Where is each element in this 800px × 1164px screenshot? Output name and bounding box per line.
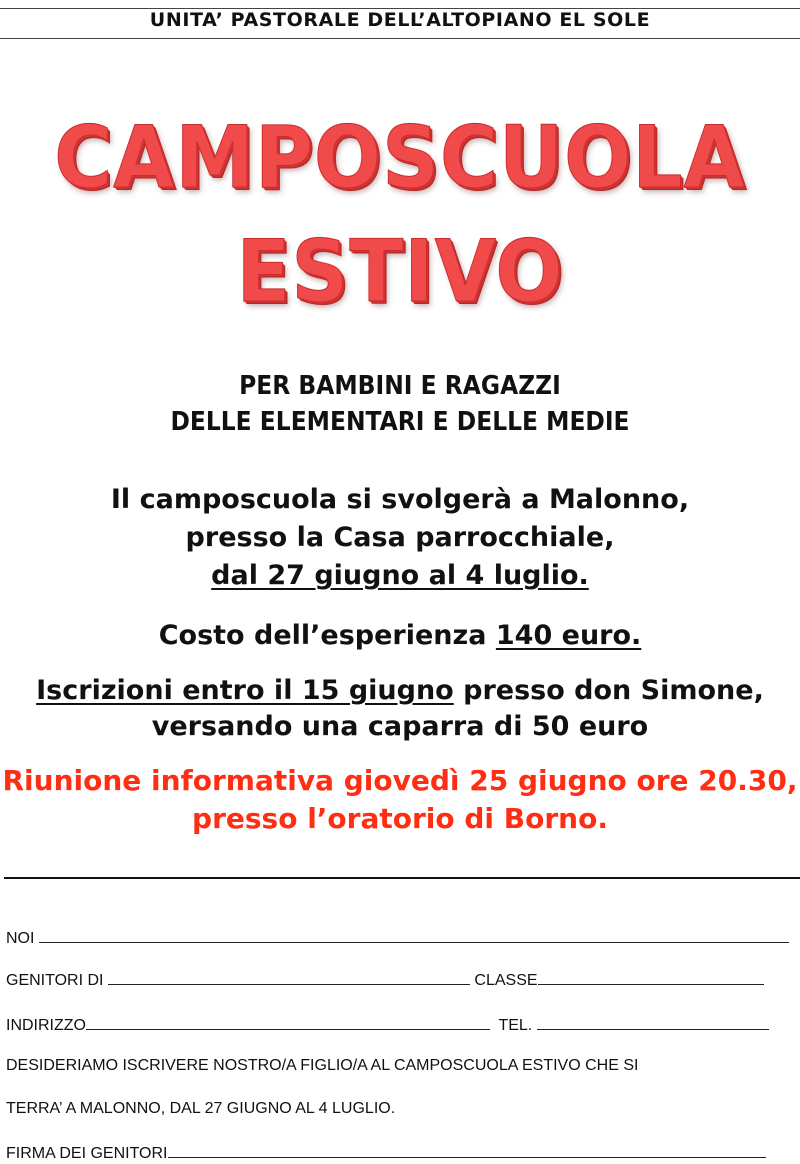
header-title: UNITA’ PASTORALE DELL’ALTOPIANO EL SOLE (149, 9, 651, 31)
audience-line-1: PER BAMBINI E RAGAZZI (239, 371, 561, 401)
meeting-line-1: Riunione informativa giovedì 25 giugno ore 20.30, (2, 764, 798, 797)
noi-label: NOI (6, 930, 35, 947)
title-line-2: ESTIVO (236, 222, 564, 322)
location-block (0, 481, 800, 595)
location-line-2: presso la Casa parrocchiale, (185, 522, 615, 553)
audience-block (40, 368, 760, 440)
location-line-1: Il camposcuola si svolgerà a Malonno, (110, 484, 690, 515)
audience-line-2: DELLE ELEMENTARI E DELLE MEDIE (170, 407, 630, 437)
form-row-genitori (6, 970, 798, 990)
meeting-line-2: presso l’oratorio di Borno. (192, 802, 608, 835)
camp-dates: dal 27 giugno al 4 luglio. (211, 560, 589, 591)
form-row-noi (6, 928, 798, 948)
firma-label: FIRMA DEI GENITORI (6, 1145, 168, 1162)
genitori-di-field[interactable] (108, 970, 470, 985)
classe-label: CLASSE (474, 972, 538, 989)
noi-field[interactable] (39, 928, 789, 943)
header-band (0, 0, 800, 48)
meeting-block (0, 762, 800, 838)
cost-block (0, 618, 800, 654)
cost-label: Costo dell’esperienza (158, 620, 487, 651)
genitori-di-label: GENITORI DI (6, 972, 104, 989)
indirizzo-field[interactable] (86, 1015, 490, 1030)
cost-amount: 140 euro. (495, 620, 642, 651)
indirizzo-label: INDIRIZZO (6, 1017, 86, 1034)
form-row-firma (6, 1143, 798, 1163)
enrollment-block (0, 673, 800, 745)
form-divider (4, 877, 800, 879)
enrollment-contact: presso don Simone, (453, 675, 764, 706)
form-row-indirizzo (6, 1015, 798, 1035)
tel-label: TEL. (498, 1017, 533, 1034)
enrollment-deposit: versando una caparra di 50 euro (151, 711, 649, 742)
form-statement-1: DESIDERIAMO ISCRIVERE NOSTRO/A FIGLIO/A AL CAMPOSCUOLA ESTIVO CHE SI (6, 1057, 639, 1074)
classe-field[interactable] (538, 970, 764, 985)
title-line-1: CAMPOSCUOLA (54, 108, 746, 208)
enrollment-deadline: Iscrizioni entro il 15 giugno (36, 675, 454, 706)
header-rule-bottom (0, 38, 800, 39)
firma-field[interactable] (168, 1143, 766, 1158)
form-statement-2: TERRA’ A MALONNO, DAL 27 GIUGNO AL 4 LUGLIO. (6, 1100, 396, 1117)
tel-field[interactable] (537, 1015, 769, 1030)
